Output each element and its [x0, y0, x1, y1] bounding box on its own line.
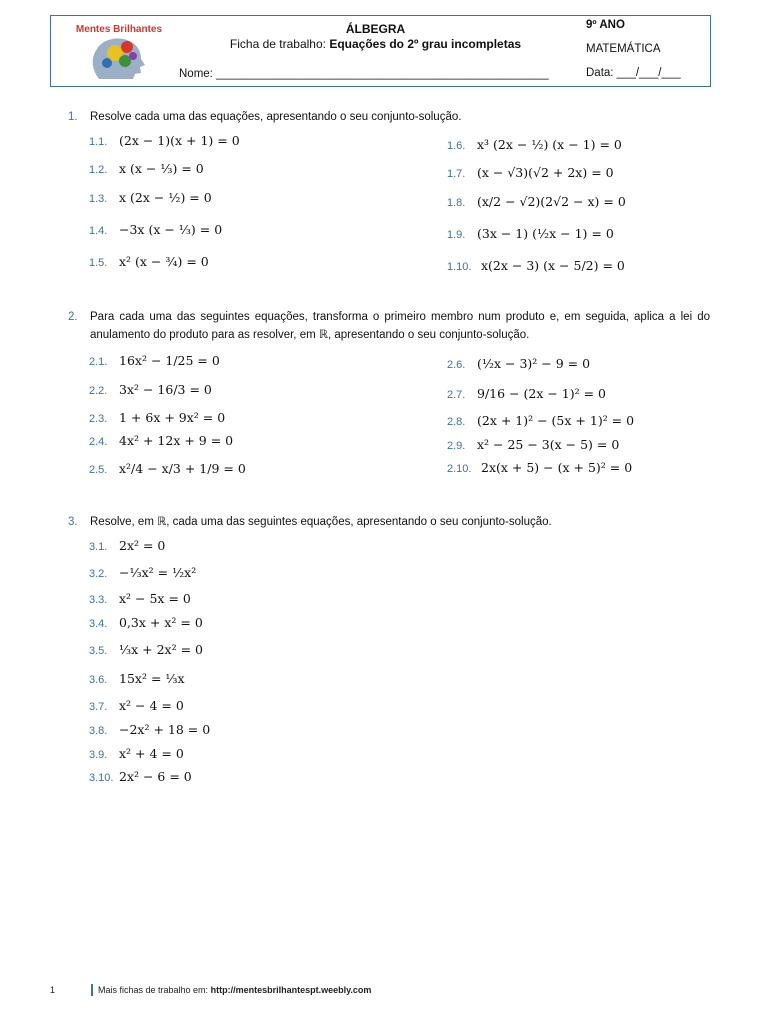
exercise-item: 2.5. x²/4 − x/3 + 1/9 = 0: [89, 461, 246, 476]
exercise-item: 1.2. x (x − ⅓) = 0: [89, 161, 204, 176]
exercise-item: 1.4. −3x (x − ⅓) = 0: [89, 222, 223, 237]
footer-divider: [91, 984, 93, 996]
section-3-instruction: [68, 513, 710, 531]
header-title-block: [201, 22, 550, 52]
grade-label: 9º ANO: [586, 19, 625, 31]
worksheet-header: [50, 15, 711, 87]
logo-text: Mentes Brilhantes: [75, 24, 163, 35]
subject-label: MATEMÁTICA: [586, 43, 661, 55]
footer-prefix: Mais fichas de trabalho em:: [98, 985, 209, 995]
section-2-instruction: [68, 308, 710, 344]
exercise-item: 2.3. 1 + 6x + 9x² = 0: [89, 410, 226, 425]
exercise-item: 1.8. (x/2 − √2)(2√2 − x) = 0: [447, 194, 626, 209]
exercise-item: 2.9. x² − 25 − 3(x − 5) = 0: [447, 437, 620, 452]
page-number: 1: [50, 985, 56, 995]
section-number: 2.: [68, 311, 78, 323]
exercise-item: 2.2. 3x² − 16/3 = 0: [89, 382, 212, 397]
exercise-item: 2.8. (2x + 1)² − (5x + 1)² = 0: [447, 413, 635, 428]
exercise-item: 2.4. 4x² + 12x + 9 = 0: [89, 433, 234, 448]
name-field[interactable]: Nome: ____________________________________________________: [179, 68, 549, 80]
instruction-text: Para cada uma das seguintes equações, transforma o primeiro membro num produto e, em seguida, aplica a lei do anulamento do produto para as resolver, em ℝ, apresentando o seu conjunto-solução.: [90, 311, 710, 341]
exercise-item: 1.1. (2x − 1)(x + 1) = 0: [89, 133, 240, 148]
header-info: [586, 18, 681, 80]
exercise-item: 2.6. (½x − 3)² − 9 = 0: [447, 356, 591, 371]
exercise-item: 2.1. 16x² − 1/25 = 0: [89, 353, 220, 368]
exercise-item: 3.1. 2x² = 0: [89, 538, 166, 553]
exercise-item: 1.10. x(2x − 3) (x − 5/2) = 0: [447, 258, 625, 273]
exercise-item: 3.5. ⅓x + 2x² = 0: [89, 642, 203, 657]
date-field[interactable]: Data: ___/___/___: [586, 67, 681, 79]
instruction-text: Resolve cada uma das equações, apresentando o seu conjunto-solução.: [90, 111, 462, 123]
exercise-item: 2.7. 9/16 − (2x − 1)² = 0: [447, 386, 607, 401]
section-1-instruction: [68, 108, 710, 126]
exercise-item: 1.7. (x − √3)(√2 + 2x) = 0: [447, 165, 614, 180]
section-number: 3.: [68, 516, 78, 528]
exercise-item: 3.3. x² − 5x = 0: [89, 591, 191, 606]
exercise-item: 1.9. (3x − 1) (½x − 1) = 0: [447, 226, 614, 241]
exercise-item: 3.6. 15x² = ⅓x: [89, 671, 185, 686]
exercise-item: 2.10. 2x(x + 5) − (x + 5)² = 0: [447, 460, 633, 475]
subtitle-prefix: Ficha de trabalho:: [229, 37, 326, 51]
header-subtitle: [201, 37, 550, 52]
exercise-item: 3.7. x² − 4 = 0: [89, 698, 184, 713]
exercise-item: 1.3. x (2x − ½) = 0: [89, 190, 212, 205]
instruction-text: Resolve, em ℝ, cada uma das seguintes equações, apresentando o seu conjunto-solução.: [90, 516, 552, 528]
exercise-item: 3.2. −⅓x² = ½x²: [89, 565, 197, 580]
footer-text: [98, 985, 371, 995]
exercise-item: 3.10. 2x² − 6 = 0: [89, 769, 192, 784]
exercise-item: 3.4. 0,3x + x² = 0: [89, 615, 203, 630]
exercise-item: 3.9. x² + 4 = 0: [89, 746, 184, 761]
section-number: 1.: [68, 111, 78, 123]
exercise-item: 1.5. x² (x − ¾) = 0: [89, 254, 209, 269]
exercise-item: 3.8. −2x² + 18 = 0: [89, 722, 211, 737]
subtitle-topic: Equações do 2º grau incompletas: [329, 37, 522, 51]
footer-link[interactable]: http://mentesbrilhantespt.weebly.com: [210, 985, 372, 995]
header-title: ÁLBEGRA: [345, 22, 406, 36]
exercise-item: 1.6. x³ (2x − ½) (x − 1) = 0: [447, 137, 622, 152]
